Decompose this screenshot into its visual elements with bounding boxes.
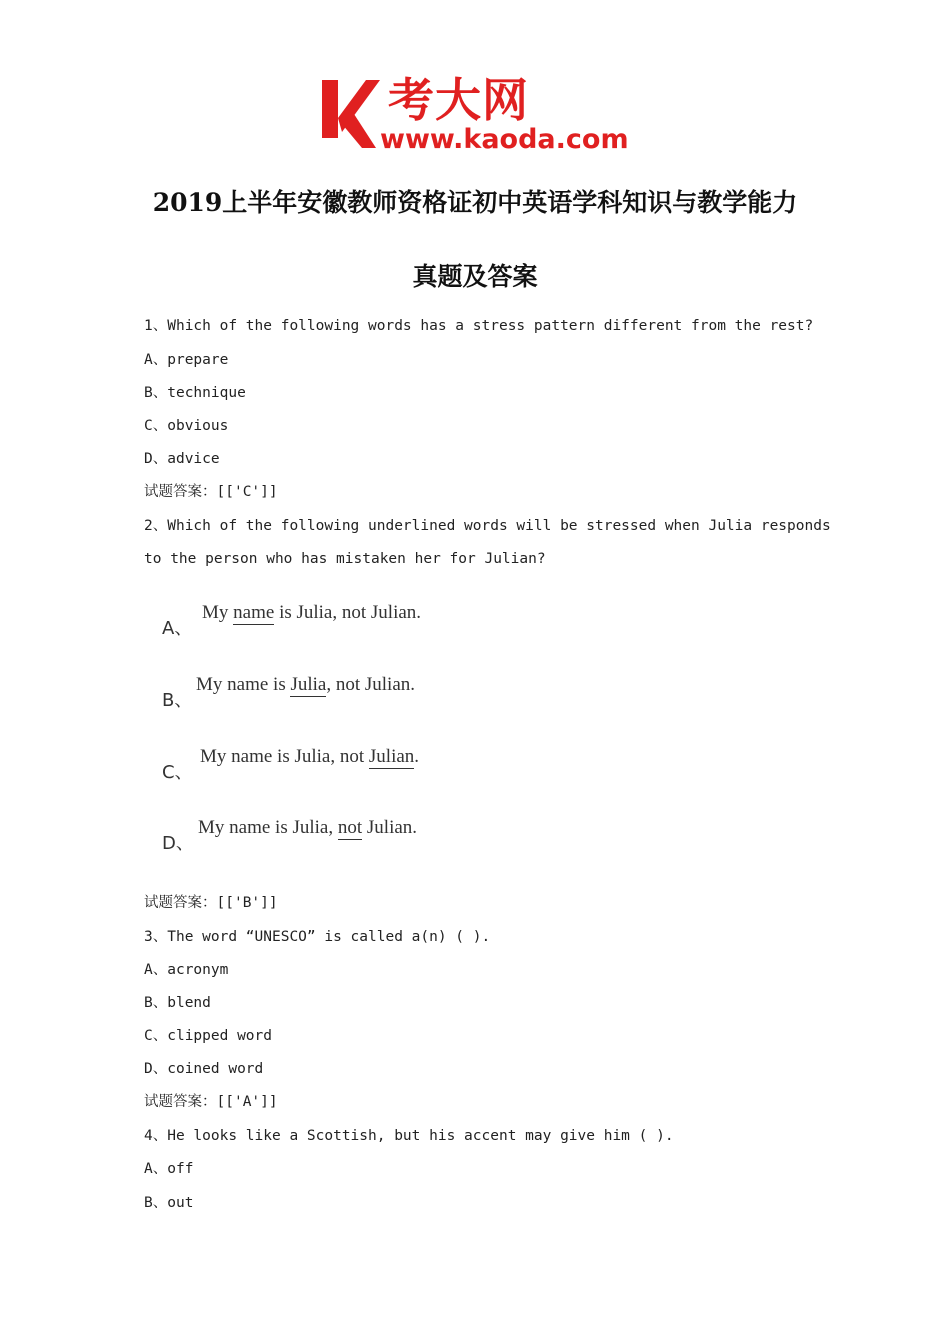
- q2-option-a-letter: A、: [162, 618, 193, 639]
- q3-option-c: C、clipped word: [144, 1028, 272, 1044]
- q3-option-a: A、acronym: [144, 962, 229, 978]
- q1-option-a: A、prepare: [144, 352, 229, 368]
- q2-option-c: [162, 746, 462, 786]
- q3-question: 3、The word “UNESCO” is called a(n) ( ).: [144, 929, 491, 945]
- q2-question-line2: to the person who has mistaken her for Julian?: [144, 551, 546, 567]
- q2-option-a-sentence: My name is Julia, not Julian.: [202, 602, 422, 623]
- q2-option-a: [162, 602, 462, 642]
- kaoda-logo: [318, 72, 638, 162]
- page-title-line2: 真题及答案: [412, 262, 538, 291]
- k-logo-icon: [318, 72, 380, 150]
- logo-chinese-text: 考大网: [388, 73, 529, 127]
- q2-option-c-letter: C、: [162, 762, 193, 783]
- q1-option-c: C、obvious: [144, 418, 229, 434]
- q2-option-c-sentence: My name is Julia, not Julian.: [200, 746, 420, 767]
- q2-option-d-sentence: My name is Julia, not Julian.: [198, 817, 418, 838]
- q2-option-d: [162, 817, 462, 857]
- q1-option-b: B、technique: [144, 385, 246, 401]
- q3-option-d: D、coined word: [144, 1061, 264, 1077]
- q2-question-line1: 2、Which of the following underlined words will be stressed when Julia responds: [144, 518, 831, 534]
- page-title-line1: 2019上半年安徽教师资格证初中英语学科知识与教学能力: [152, 188, 798, 217]
- q2-option-b: [162, 674, 462, 714]
- q4-question: 4、He looks like a Scottish, but his accent may give him ( ).: [144, 1128, 674, 1144]
- q1-question: 1、Which of the following words has a stress pattern different from the rest?: [144, 318, 814, 334]
- q2-option-d-letter: D、: [162, 833, 194, 854]
- q1-answer: 试题答案：[['C']]: [144, 484, 278, 500]
- logo-url-text: www.kaoda.com: [380, 124, 629, 155]
- q2-answer: 试题答案：[['B']]: [144, 895, 278, 911]
- q3-answer: 试题答案：[['A']]: [144, 1094, 278, 1110]
- q1-option-d: D、advice: [144, 451, 220, 467]
- q4-option-a: A、off: [144, 1161, 194, 1177]
- q3-option-b: B、blend: [144, 995, 211, 1011]
- q2-option-b-sentence: My name is Julia, not Julian.: [196, 674, 416, 695]
- q4-option-b: B、out: [144, 1195, 194, 1211]
- q2-option-b-letter: B、: [162, 690, 193, 711]
